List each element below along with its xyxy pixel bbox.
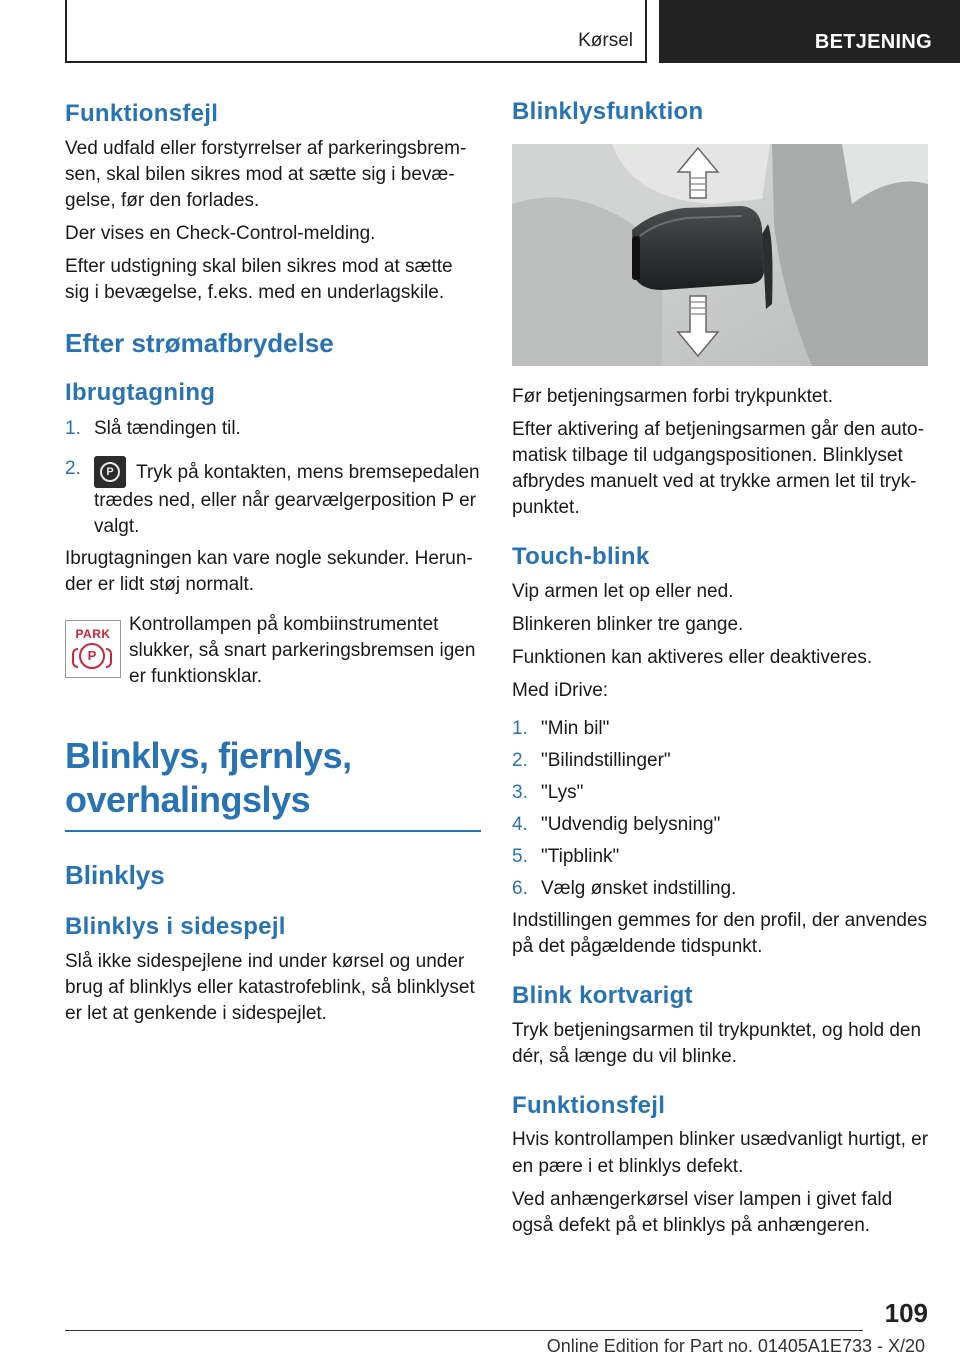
step-number: 6. bbox=[512, 877, 528, 899]
step-text: Vælg ønsket indstilling. bbox=[541, 877, 737, 899]
step-text: "Bilindstillinger" bbox=[541, 749, 671, 771]
park-warning-icon: PARK P bbox=[65, 620, 121, 678]
list-item bbox=[512, 876, 930, 902]
touch-paragraph-1: Vip armen let op eller ned. bbox=[512, 580, 734, 602]
heading-main: Blinklys, fjernlys, overhalingslys bbox=[65, 735, 352, 820]
footer-divider bbox=[65, 1330, 863, 1331]
function-paragraph-2: Efter aktivering af betjeningsarmen går den automatisk tilbage til udgangspositionen. Blinklyset afbrydes manuelt ved at trykke armen let til trykpunktet. bbox=[512, 418, 924, 518]
heading-commissioning: Ibrugtagning bbox=[65, 379, 216, 407]
left-column bbox=[65, 100, 481, 1027]
touch-paragraph-2: Blinkeren blinker tre gange. bbox=[512, 613, 744, 635]
fault-right-paragraph-2: Ved anhængerkørsel viser lampen i givet fald også defekt på et blinklys på anhængeren. bbox=[512, 1188, 893, 1236]
fault-paragraph-2: Der vises en Check-Control-melding. bbox=[65, 222, 376, 244]
heading-short-blink: Blink kortvarigt bbox=[512, 981, 693, 1009]
step-number: 5. bbox=[512, 845, 528, 867]
step-text: "Tipblink" bbox=[541, 845, 620, 867]
step-number: 1. bbox=[65, 417, 81, 439]
heading-power-failure: Efter strømafbrydelse bbox=[65, 327, 334, 358]
right-column bbox=[512, 98, 930, 1239]
header-section-box bbox=[659, 0, 960, 63]
step-number: 2. bbox=[65, 457, 81, 479]
heading-blinklys: Blinklys bbox=[65, 859, 165, 890]
step-text: Slå tændingen til. bbox=[94, 417, 241, 439]
header-chapter-box bbox=[65, 0, 647, 63]
list-item bbox=[65, 416, 481, 442]
touch-paragraph-5: Indstillingen gemmes for den profil, der anvendes på det pågældende tidspunkt. bbox=[512, 909, 928, 957]
step-number: 2. bbox=[512, 749, 528, 771]
commissioning-paragraph: Ibrugtagningen kan vare nogle sekunder. Herunder er lidt støj normalt. bbox=[65, 547, 473, 595]
fault-paragraph-3: Efter udstigning skal bilen sikres mod at sætte sig i bevægelse, f.eks. med en underlagskile. bbox=[65, 255, 453, 303]
step-text: "Lys" bbox=[541, 781, 584, 803]
parking-brake-button-icon: P bbox=[94, 456, 126, 488]
turn-signal-lever-photo bbox=[512, 144, 928, 366]
heading-divider bbox=[65, 830, 481, 832]
list-item bbox=[512, 748, 930, 774]
list-item bbox=[512, 844, 930, 870]
heading-blink-function: Blinklysfunktion bbox=[512, 98, 704, 125]
step-text: Tryk på kontakten, mens bremsepedalen trædes ned, eller når gearvælgerposition P er valgt. bbox=[94, 461, 480, 537]
park-note-text: Kontrollampen på kombiinstrumentet slukker, så snart parkeringsbremsen igen er funktionsklar. bbox=[129, 613, 476, 687]
heading-touch-blink: Touch-blink bbox=[512, 542, 650, 570]
heading-mirror: Blinklys i sidespejl bbox=[65, 913, 286, 940]
fault-right-paragraph-1: Hvis kontrollampen blinker usædvanligt hurtigt, er en pære i et blinklys defekt. bbox=[512, 1129, 929, 1177]
chapter-title: Kørsel bbox=[578, 30, 633, 51]
list-item bbox=[512, 780, 930, 806]
step-number: 4. bbox=[512, 813, 528, 835]
step-number: 3. bbox=[512, 781, 528, 803]
step-text: "Udvendig belysning" bbox=[541, 813, 721, 835]
mirror-paragraph: Slå ikke sidespejlene ind under kørsel og under brug af blinklys eller katastrofeblink, så blinklyset er let at genkende i sidespejlet. bbox=[65, 950, 475, 1024]
short-paragraph: Tryk betjeningsarmen til trykpunktet, og hold den dér, så længe du vil blinke. bbox=[512, 1019, 922, 1067]
commissioning-steps bbox=[65, 416, 481, 540]
park-indicator-note bbox=[65, 612, 481, 690]
section-title: BETJENING bbox=[814, 31, 932, 53]
list-item bbox=[512, 812, 930, 838]
lever-illustration bbox=[512, 144, 928, 366]
list-item bbox=[512, 716, 930, 742]
page-number: 109 bbox=[884, 1298, 928, 1328]
step-number: 1. bbox=[512, 717, 528, 739]
function-paragraph-1: Før betjeningsarmen forbi trykpunktet. bbox=[512, 385, 834, 407]
heading-fault-right: Funktionsfejl bbox=[512, 1091, 666, 1119]
step-text: "Min bil" bbox=[541, 717, 610, 739]
idrive-steps bbox=[512, 716, 930, 902]
fault-paragraph-1: Ved udfald eller forstyrrelser af parkeringsbremsen, skal bilen sikres mod at sætte sig i bevægelse, før den forlades. bbox=[65, 137, 467, 211]
footer-edition: Online Edition for Part no. 01405A1E733 - X/20 bbox=[546, 1336, 925, 1356]
heading-fault: Funktionsfejl bbox=[65, 100, 219, 127]
list-item bbox=[65, 456, 481, 540]
touch-paragraph-4: Med iDrive: bbox=[512, 679, 609, 701]
touch-paragraph-3: Funktionen kan aktiveres eller deaktiveres. bbox=[512, 646, 873, 668]
park-label: PARK bbox=[75, 626, 111, 641]
